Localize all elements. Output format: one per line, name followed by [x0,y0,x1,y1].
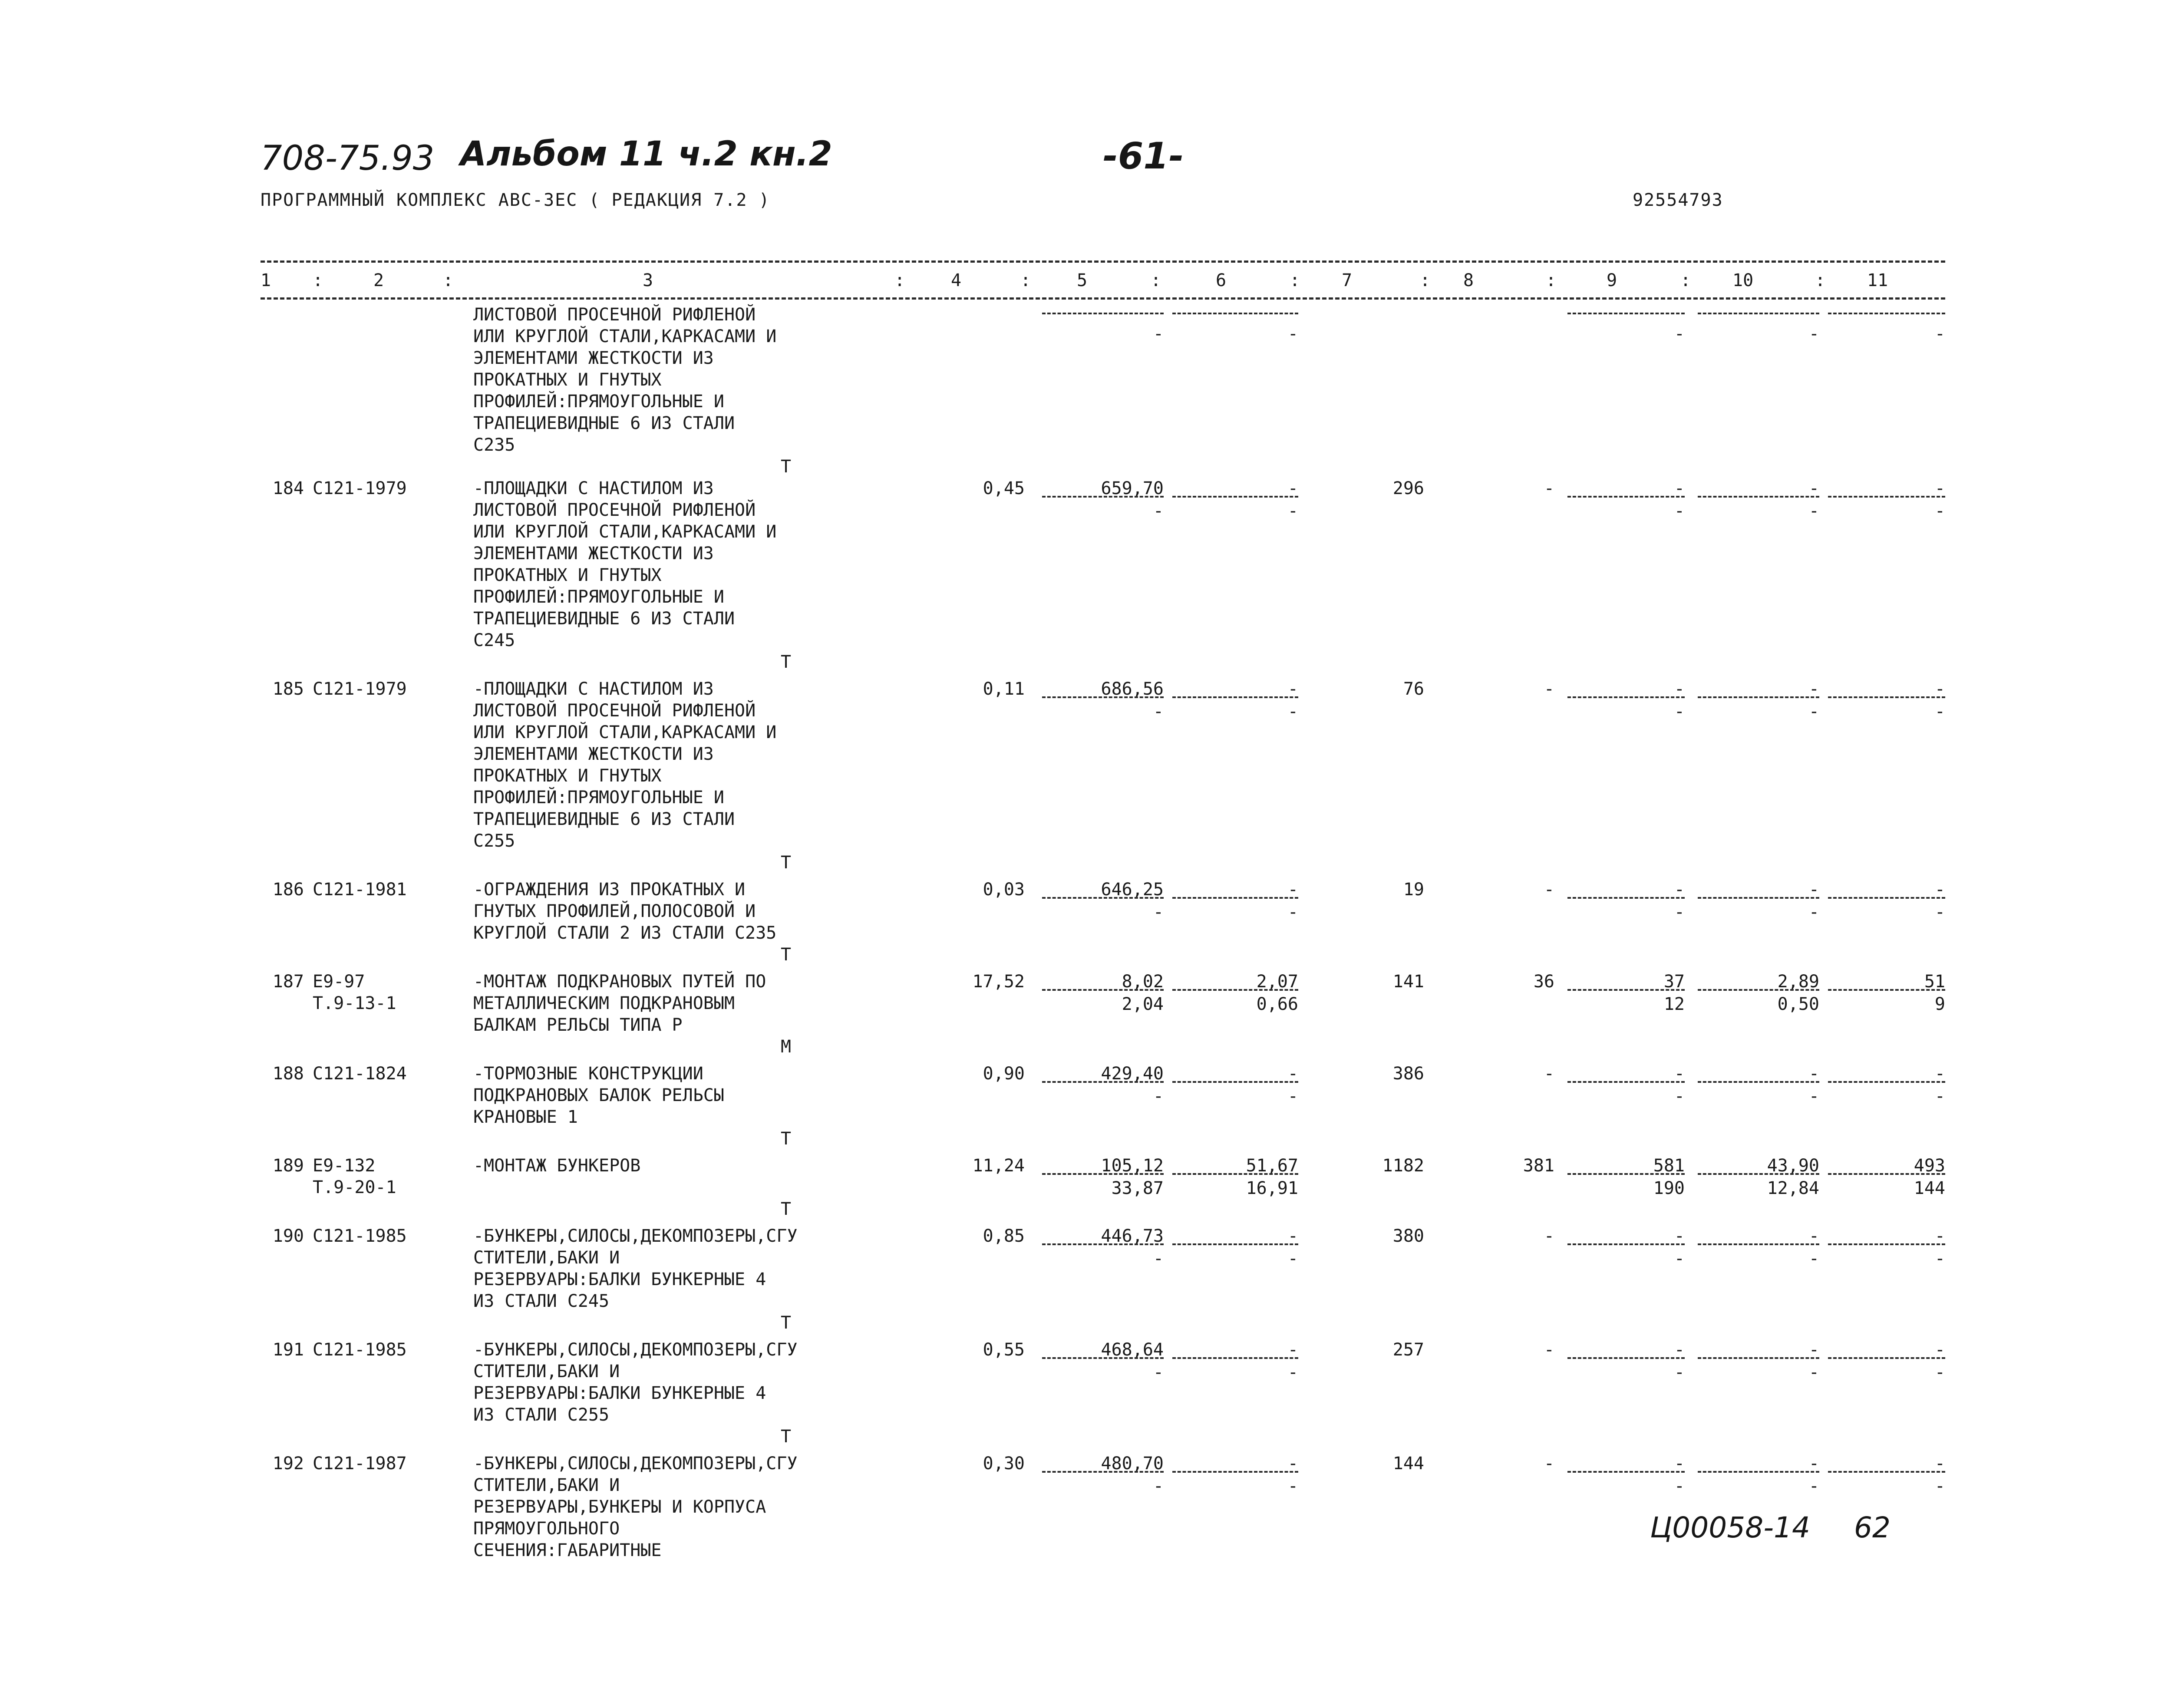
cell-c8: - [1544,1064,1554,1084]
cell-c11: 51 [1924,972,1945,992]
cell-c4: 0,03 [983,880,1025,900]
cell-divider [1828,989,1945,991]
row-unit: Т [780,1313,792,1333]
estimate-table [261,260,1945,1566]
row-code: Е9-97 Т.9-13-1 [313,972,396,1013]
row-code: С121-1985 [313,1340,407,1360]
cell-c9b: - [1674,324,1685,344]
cell-c5: 646,25 [1101,880,1164,900]
cell-c6b: - [1287,324,1298,344]
cell-c8: - [1544,880,1554,900]
row-description: -БУНКЕРЫ,СИЛОСЫ,ДЕКОМПОЗЕРЫ,СГУ СТИТЕЛИ,БАКИ И РЕЗЕРВУАРЫ:БАЛКИ БУНКЕРНЫЕ 4 ИЗ СТАЛИ С245 [473,1226,798,1311]
cell-divider [1698,1243,1819,1245]
table-row [261,678,1945,879]
cell-c8: - [1544,679,1554,699]
column-header-3: 3 [643,270,653,290]
cell-divider [1042,1081,1164,1083]
column-separator: : [443,270,454,290]
cell-c10b: - [1808,501,1819,521]
cell-c10b: 12,84 [1767,1178,1819,1198]
cell-c10b: - [1808,324,1819,344]
cell-c6b: - [1287,1249,1298,1269]
row-description: -ПЛОЩАДКИ С НАСТИЛОМ ИЗ ЛИСТОВОЙ ПРОСЕЧНОЙ РИФЛЕНОЙ ИЛИ КРУГЛОЙ СТАЛИ,КАРКАСАМИ И ЭЛЕМЕНТАМИ ЖЕСТКОСТИ ИЗ ПРОКАТНЫХ И ГНУТЫХ ПРОФИЛЕЙ:ПРЯМОУГОЛЬНЫЕ И ТРАПЕЦИЕВИДНЫЕ 6 ИЗ СТАЛИ С255 [473,679,777,851]
cell-c9b: 190 [1653,1178,1685,1198]
cell-c6: - [1287,1340,1298,1360]
cell-c9b: - [1674,902,1685,922]
row-description: -МОНТАЖ ПОДКРАНОВЫХ ПУТЕЙ ПО МЕТАЛЛИЧЕСКИМ ПОДКРАНОВЫМ БАЛКАМ РЕЛЬСЫ ТИПА Р [473,972,766,1035]
cell-divider [1698,496,1819,498]
cell-divider [1698,313,1819,314]
cell-divider [1567,696,1685,698]
cell-c5b: - [1153,1476,1164,1496]
handwritten-doc-code: 708-75.93 [261,139,435,178]
cell-divider [1172,1081,1298,1083]
cell-c4: 0,11 [983,679,1025,699]
cell-c10b: - [1808,702,1819,722]
cell-c5b: - [1153,324,1164,344]
cell-c11: - [1934,679,1945,699]
table-row [261,879,1945,971]
cell-c5: 8,02 [1122,972,1164,992]
column-separator: : [1680,270,1691,290]
cell-c10b: - [1808,1362,1819,1382]
cell-divider [1042,1471,1164,1473]
cell-c10b: - [1808,1249,1819,1269]
row-code: С121-1824 [313,1064,407,1084]
cell-c6b: 16,91 [1246,1178,1298,1198]
cell-c6b: - [1287,702,1298,722]
cell-c9: 37 [1663,972,1685,992]
cell-c10: 43,90 [1767,1156,1819,1176]
cell-c6b: - [1287,902,1298,922]
table-header-rule [261,297,1945,300]
row-description: ЛИСТОВОЙ ПРОСЕЧНОЙ РИФЛЕНОЙ ИЛИ КРУГЛОЙ СТАЛИ,КАРКАСАМИ И ЭЛЕМЕНТАМИ ЖЕСТКОСТИ ИЗ ПРОКАТНЫХ И ГНУТЫХ ПРОФИЛЕЙ:ПРЯМОУГОЛЬНЫЕ И ТРАПЕЦИЕВИДНЫЕ 6 ИЗ СТАЛИ С235 [473,305,777,455]
cell-c5: 468,64 [1101,1340,1164,1360]
cell-c11: - [1934,1064,1945,1084]
row-code: С121-1985 [313,1226,407,1246]
column-header-10: 10 [1732,270,1754,290]
row-code: Е9-132 Т.9-20-1 [313,1156,396,1197]
cell-c6: - [1287,1454,1298,1474]
cell-divider [1567,313,1685,314]
cell-c9: - [1674,1226,1685,1246]
cell-c7: 1182 [1382,1156,1424,1176]
cell-c9b: - [1674,1249,1685,1269]
cell-c5: 429,40 [1101,1064,1164,1084]
cell-c7: 141 [1392,972,1424,992]
cell-c5b: - [1153,1086,1164,1106]
column-header-9: 9 [1607,270,1617,290]
cell-divider [1698,897,1819,899]
column-separator: : [1546,270,1557,290]
row-description: -БУНКЕРЫ,СИЛОСЫ,ДЕКОМПОЗЕРЫ,СГУ СТИТЕЛИ,БАКИ И РЕЗЕРВУАРЫ,БУНКЕРЫ И КОРПУСА ПРЯМОУГОЛЬНОГО СЕЧЕНИЯ:ГАБАРИТНЫЕ [473,1454,798,1560]
cell-c11b: - [1934,702,1945,722]
cell-c8: - [1544,1454,1554,1474]
column-separator: : [1290,270,1300,290]
cell-c8: - [1544,478,1554,498]
cell-divider [1567,496,1685,498]
cell-divider [1828,897,1945,899]
cell-c10: - [1808,1454,1819,1474]
cell-c10: - [1808,1226,1819,1246]
cell-c4: 0,90 [983,1064,1025,1084]
cell-divider [1828,1243,1945,1245]
row-unit: Т [780,1129,792,1149]
cell-divider [1567,1173,1685,1175]
cell-divider [1698,1471,1819,1473]
cell-c6: - [1287,880,1298,900]
cell-divider [1042,897,1164,899]
column-header-1: 1 [261,270,271,290]
cell-divider [1172,313,1298,314]
cell-c11b: - [1934,501,1945,521]
cell-c10b: - [1808,1476,1819,1496]
cell-c9: - [1674,679,1685,699]
cell-c11b: 9 [1934,994,1945,1014]
handwritten-footer-sheet: 62 [1854,1511,1891,1544]
table-row [261,1453,1945,1566]
row-code: С121-1981 [313,880,407,900]
cell-divider [1172,897,1298,899]
cell-divider [1567,1081,1685,1083]
cell-c5b: - [1153,902,1164,922]
cell-divider [1698,1081,1819,1083]
cell-c5b: - [1153,501,1164,521]
cell-divider [1172,496,1298,498]
cell-divider [1698,1357,1819,1359]
row-code: С121-1979 [313,679,407,699]
table-row [261,1155,1945,1225]
table-row [261,1339,1945,1453]
row-number: 191 [272,1340,304,1360]
cell-c6b: - [1287,1362,1298,1382]
program-header: ПРОГРАММНЫЙ КОМПЛЕКС АВС-3ЕС ( РЕДАКЦИЯ 7.2 ) [261,190,770,210]
cell-divider [1042,313,1164,314]
cell-c9b: - [1674,1086,1685,1106]
row-number: 187 [272,972,304,992]
cell-c11: - [1934,1454,1945,1474]
cell-divider [1567,989,1685,991]
cell-c10: - [1808,478,1819,498]
cell-c4: 0,30 [983,1454,1025,1474]
column-header-6: 6 [1216,270,1227,290]
table-row [261,971,1945,1063]
cell-c7: 144 [1392,1454,1424,1474]
cell-c10: - [1808,1064,1819,1084]
cell-divider [1042,989,1164,991]
cell-c5b: 2,04 [1122,994,1164,1014]
cell-c6: - [1287,679,1298,699]
table-row [261,1063,1945,1155]
cell-divider [1698,989,1819,991]
cell-c5b: - [1153,1362,1164,1382]
cell-divider [1698,1173,1819,1175]
column-header-5: 5 [1077,270,1088,290]
cell-divider [1567,1471,1685,1473]
row-number: 186 [272,880,304,900]
cell-c4: 17,52 [972,972,1025,992]
cell-divider [1042,1173,1164,1175]
cell-c8: 36 [1533,972,1554,992]
row-description: -ТОРМОЗНЫЕ КОНСТРУКЦИИ ПОДКРАНОВЫХ БАЛОК РЕЛЬСЫ КРАНОВЫЕ 1 [473,1064,724,1127]
cell-c11: - [1934,478,1945,498]
cell-divider [1172,1357,1298,1359]
cell-c8: - [1544,1340,1554,1360]
cell-c5: 105,12 [1101,1156,1164,1176]
cell-c7: 19 [1403,880,1424,900]
table-row [261,478,1945,678]
row-description: -БУНКЕРЫ,СИЛОСЫ,ДЕКОМПОЗЕРЫ,СГУ СТИТЕЛИ,БАКИ И РЕЗЕРВУАРЫ:БАЛКИ БУНКЕРНЫЕ 4 ИЗ СТАЛИ С255 [473,1340,798,1425]
row-unit: Т [780,1427,792,1447]
cell-c8: - [1544,1226,1554,1246]
cell-c9: - [1674,1064,1685,1084]
table-body [261,304,1945,1566]
cell-c6b: - [1287,1086,1298,1106]
column-separator: : [1151,270,1161,290]
handwritten-album: Альбом 11 ч.2 кн.2 [460,135,832,174]
column-separator: : [1420,270,1431,290]
row-number: 184 [272,478,304,498]
cell-c7: 257 [1392,1340,1424,1360]
handwritten-footer-code: Ц00058-14 [1650,1511,1810,1544]
cell-c6b: 0,66 [1256,994,1298,1014]
cell-c4: 0,45 [983,478,1025,498]
cell-c9: - [1674,1454,1685,1474]
handwritten-page-number: -61- [1103,135,1184,177]
row-unit: Т [780,853,792,873]
table-row [261,1225,1945,1339]
cell-c4: 0,85 [983,1226,1025,1246]
cell-divider [1042,496,1164,498]
cell-c6: 2,07 [1256,972,1298,992]
cell-c10: - [1808,679,1819,699]
cell-divider [1172,989,1298,991]
cell-c10: - [1808,1340,1819,1360]
cell-divider [1172,1471,1298,1473]
cell-c9b: - [1674,1476,1685,1496]
cell-c11: - [1934,1340,1945,1360]
cell-c5: 480,70 [1101,1454,1164,1474]
cell-c4: 11,24 [972,1156,1025,1176]
cell-c5b: - [1153,1249,1164,1269]
cell-c8: 381 [1523,1156,1554,1176]
column-separator: : [894,270,905,290]
row-number: 192 [272,1454,304,1474]
cell-c11b: - [1934,1362,1945,1382]
cell-c5: 446,73 [1101,1226,1164,1246]
cell-c6: - [1287,1064,1298,1084]
cell-divider [1172,1173,1298,1175]
cell-divider [1828,1081,1945,1083]
cell-c5: 686,56 [1101,679,1164,699]
cell-c6: - [1287,1226,1298,1246]
cell-c9b: - [1674,501,1685,521]
row-description: -МОНТАЖ БУНКЕРОВ [473,1156,641,1176]
cell-c7: 76 [1403,679,1424,699]
row-unit: Т [780,945,792,965]
row-unit: Т [780,1199,792,1219]
cell-c6b: - [1287,501,1298,521]
cell-c10: - [1808,880,1819,900]
cell-c9b: - [1674,702,1685,722]
cell-divider [1567,1243,1685,1245]
row-number: 185 [272,679,304,699]
row-code: С121-1979 [313,478,407,498]
row-unit: Т [780,457,792,477]
cell-divider [1042,696,1164,698]
cell-c7: 386 [1392,1064,1424,1084]
cell-c7: 380 [1392,1226,1424,1246]
row-code: С121-1987 [313,1454,407,1474]
cell-c11b: 144 [1914,1178,1945,1198]
cell-c6: - [1287,478,1298,498]
row-description: -ПЛОЩАДКИ С НАСТИЛОМ ИЗ ЛИСТОВОЙ ПРОСЕЧНОЙ РИФЛЕНОЙ ИЛИ КРУГЛОЙ СТАЛИ,КАРКАСАМИ И ЭЛЕМЕНТАМИ ЖЕСТКОСТИ ИЗ ПРОКАТНЫХ И ГНУТЫХ ПРОФИЛЕЙ:ПРЯМОУГОЛЬНЫЕ И ТРАПЕЦИЕВИДНЫЕ 6 ИЗ СТАЛИ С245 [473,478,777,650]
cell-divider [1172,696,1298,698]
cell-c9: - [1674,880,1685,900]
cell-c9b: - [1674,1362,1685,1382]
cell-c11: 493 [1914,1156,1945,1176]
cell-c5b: 33,87 [1111,1178,1164,1198]
cell-c11b: - [1934,1476,1945,1496]
cell-c9: 581 [1653,1156,1685,1176]
row-unit: Т [780,652,792,672]
column-header-7: 7 [1342,270,1353,290]
cell-divider [1828,313,1945,314]
cell-c9: - [1674,478,1685,498]
cell-c9: - [1674,1340,1685,1360]
cell-divider [1828,1357,1945,1359]
row-number: 188 [272,1064,304,1084]
cell-divider [1042,1357,1164,1359]
cell-divider [1828,496,1945,498]
cell-c7: 296 [1392,478,1424,498]
cell-c5: 659,70 [1101,478,1164,498]
cell-c10b: - [1808,902,1819,922]
row-description: -ОГРАЖДЕНИЯ ИЗ ПРОКАТНЫХ И ГНУТЫХ ПРОФИЛЕЙ,ПОЛОСОВОЙ И КРУГЛОЙ СТАЛИ 2 ИЗ СТАЛИ С235 [473,880,777,943]
cell-c9b: 12 [1663,994,1685,1014]
column-separator: : [1815,270,1826,290]
cell-c10b: 0,50 [1777,994,1819,1014]
column-header-2: 2 [373,270,384,290]
column-header-11: 11 [1867,270,1888,290]
document-id: 92554793 [1633,190,1723,210]
cell-c5b: - [1153,702,1164,722]
cell-c11b: - [1934,1086,1945,1106]
cell-divider [1698,696,1819,698]
cell-divider [1042,1243,1164,1245]
column-header-row [261,263,1945,297]
cell-c11: - [1934,1226,1945,1246]
column-header-4: 4 [951,270,962,290]
cell-c10b: - [1808,1086,1819,1106]
cell-c11: - [1934,880,1945,900]
cell-c10: 2,89 [1777,972,1819,992]
cell-c11b: - [1934,1249,1945,1269]
cell-c6: 51,67 [1246,1156,1298,1176]
row-number: 190 [272,1226,304,1246]
cell-c11b: - [1934,902,1945,922]
cell-c11b: - [1934,324,1945,344]
row-number: 189 [272,1156,304,1176]
cell-divider [1172,1243,1298,1245]
column-header-8: 8 [1463,270,1474,290]
column-separator: : [1020,270,1031,290]
table-row-continuation [261,304,1945,478]
cell-divider [1567,897,1685,899]
cell-divider [1828,696,1945,698]
column-separator: : [313,270,323,290]
cell-c6b: - [1287,1476,1298,1496]
cell-divider [1828,1471,1945,1473]
cell-divider [1567,1357,1685,1359]
row-unit: М [780,1037,792,1057]
cell-divider [1828,1173,1945,1175]
cell-c4: 0,55 [983,1340,1025,1360]
